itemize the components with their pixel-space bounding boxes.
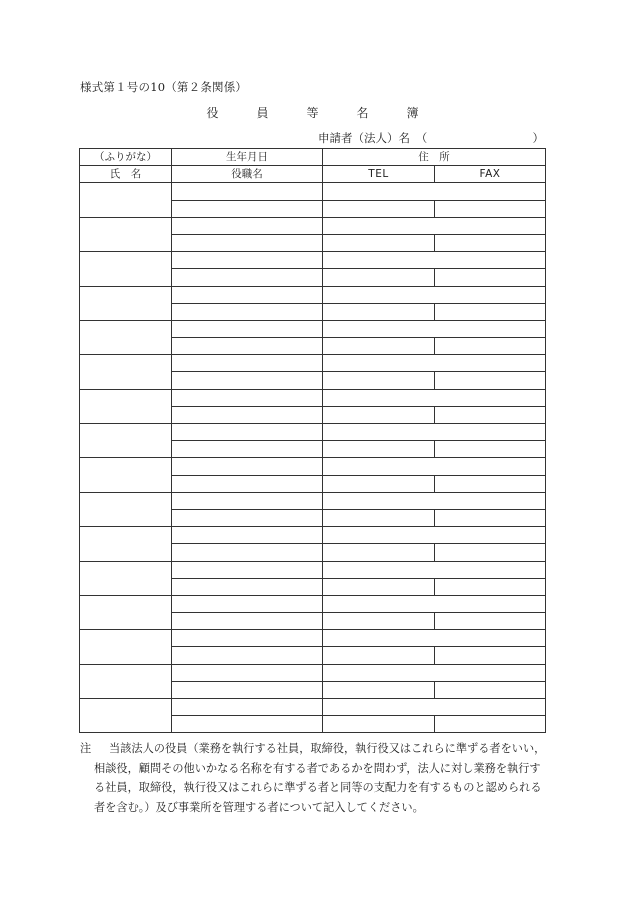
tel-cell[interactable] bbox=[323, 406, 435, 423]
officer-roster-table bbox=[79, 148, 546, 733]
header-birthdate: 生年月日 bbox=[172, 149, 323, 166]
fax-cell[interactable] bbox=[435, 544, 546, 561]
name-cell[interactable] bbox=[80, 664, 172, 698]
fax-cell[interactable] bbox=[435, 406, 546, 423]
birthdate-cell[interactable] bbox=[172, 217, 323, 234]
tel-cell[interactable] bbox=[323, 544, 435, 561]
entry-row-top bbox=[80, 424, 546, 441]
tel-cell[interactable] bbox=[323, 509, 435, 526]
entry-row-top bbox=[80, 252, 546, 269]
entry-row-top bbox=[80, 183, 546, 200]
entry-row-top bbox=[80, 630, 546, 647]
address-cell[interactable] bbox=[323, 217, 546, 234]
fax-cell[interactable] bbox=[435, 441, 546, 458]
footnote-text: 当該法人の役員（業務を執行する社員，取締役，執行役又はこれらに準ずる者をいい，相談役，顧問その他いかなる名称を有する者であるかを問わず，法人に対し業務を執行する社員，取締役，執行役又はこれらに準ずる者と同等の支配力を有するものと認められる者を含む。）及び事業所を管理する者について記入してください。 bbox=[94, 742, 546, 814]
name-cell[interactable] bbox=[80, 630, 172, 664]
position-cell[interactable] bbox=[172, 578, 323, 595]
name-cell[interactable] bbox=[80, 424, 172, 458]
address-cell[interactable] bbox=[323, 389, 546, 406]
birthdate-cell[interactable] bbox=[172, 320, 323, 337]
position-cell[interactable] bbox=[172, 475, 323, 492]
name-cell[interactable] bbox=[80, 458, 172, 492]
name-cell[interactable] bbox=[80, 492, 172, 526]
address-cell[interactable] bbox=[323, 595, 546, 612]
entry-row-top bbox=[80, 286, 546, 303]
position-cell[interactable] bbox=[172, 406, 323, 423]
position-cell[interactable] bbox=[172, 441, 323, 458]
document-title: 役 員 等 名 簿 bbox=[206, 106, 432, 120]
address-cell[interactable] bbox=[323, 492, 546, 509]
birthdate-cell[interactable] bbox=[172, 458, 323, 475]
address-cell[interactable] bbox=[323, 630, 546, 647]
name-cell[interactable] bbox=[80, 355, 172, 389]
header-tel: TEL bbox=[323, 166, 435, 183]
fax-cell[interactable] bbox=[435, 372, 546, 389]
tel-cell[interactable] bbox=[323, 303, 435, 320]
fax-cell[interactable] bbox=[435, 475, 546, 492]
address-cell[interactable] bbox=[323, 458, 546, 475]
position-cell[interactable] bbox=[172, 544, 323, 561]
fax-cell[interactable] bbox=[435, 200, 546, 217]
header-row-2 bbox=[80, 166, 546, 183]
tel-cell[interactable] bbox=[323, 475, 435, 492]
form-number: 様式第１号の10（第２条関係） bbox=[80, 80, 248, 94]
entry-row-top bbox=[80, 492, 546, 509]
position-cell[interactable] bbox=[172, 269, 323, 286]
tel-cell[interactable] bbox=[323, 578, 435, 595]
position-cell[interactable] bbox=[172, 303, 323, 320]
header-fax: FAX bbox=[435, 166, 546, 183]
fax-cell[interactable] bbox=[435, 509, 546, 526]
tel-cell[interactable] bbox=[323, 234, 435, 251]
position-cell[interactable] bbox=[172, 613, 323, 630]
fax-cell[interactable] bbox=[435, 234, 546, 251]
address-cell[interactable] bbox=[323, 561, 546, 578]
birthdate-cell[interactable] bbox=[172, 630, 323, 647]
position-cell[interactable] bbox=[172, 681, 323, 698]
applicant-name-field[interactable] bbox=[318, 130, 544, 146]
fax-cell[interactable] bbox=[435, 716, 546, 733]
birthdate-cell[interactable] bbox=[172, 252, 323, 269]
footnote-mark: 注 bbox=[80, 742, 92, 755]
header-row-1 bbox=[80, 149, 546, 166]
tel-cell[interactable] bbox=[323, 269, 435, 286]
name-cell[interactable] bbox=[80, 595, 172, 629]
header-address: 住 所 bbox=[323, 149, 546, 166]
entry-row-top bbox=[80, 320, 546, 337]
tel-cell[interactable] bbox=[323, 338, 435, 355]
position-cell[interactable] bbox=[172, 234, 323, 251]
name-cell[interactable] bbox=[80, 561, 172, 595]
position-cell[interactable] bbox=[172, 372, 323, 389]
header-furigana: （ふりがな） bbox=[80, 149, 172, 166]
name-cell[interactable] bbox=[80, 699, 172, 733]
fax-cell[interactable] bbox=[435, 613, 546, 630]
birthdate-cell[interactable] bbox=[172, 699, 323, 716]
tel-cell[interactable] bbox=[323, 613, 435, 630]
fax-cell[interactable] bbox=[435, 681, 546, 698]
birthdate-cell[interactable] bbox=[172, 561, 323, 578]
name-cell[interactable] bbox=[80, 389, 172, 423]
entry-row-top bbox=[80, 527, 546, 544]
address-cell[interactable] bbox=[323, 252, 546, 269]
applicant-label: 申請者（法人）名 （ bbox=[318, 131, 428, 145]
address-cell[interactable] bbox=[323, 355, 546, 372]
position-cell[interactable] bbox=[172, 716, 323, 733]
position-cell[interactable] bbox=[172, 338, 323, 355]
address-cell[interactable] bbox=[323, 320, 546, 337]
position-cell[interactable] bbox=[172, 647, 323, 664]
entry-row-top bbox=[80, 355, 546, 372]
tel-cell[interactable] bbox=[323, 372, 435, 389]
birthdate-cell[interactable] bbox=[172, 527, 323, 544]
tel-cell[interactable] bbox=[323, 441, 435, 458]
address-cell[interactable] bbox=[323, 664, 546, 681]
applicant-close-paren: ） bbox=[532, 131, 544, 145]
birthdate-cell[interactable] bbox=[172, 355, 323, 372]
address-cell[interactable] bbox=[323, 527, 546, 544]
tel-cell[interactable] bbox=[323, 681, 435, 698]
name-cell[interactable] bbox=[80, 252, 172, 286]
address-cell[interactable] bbox=[323, 286, 546, 303]
fax-cell[interactable] bbox=[435, 269, 546, 286]
fax-cell[interactable] bbox=[435, 647, 546, 664]
name-cell[interactable] bbox=[80, 527, 172, 561]
address-cell[interactable] bbox=[323, 183, 546, 200]
position-cell[interactable] bbox=[172, 509, 323, 526]
birthdate-cell[interactable] bbox=[172, 183, 323, 200]
entry-row-top bbox=[80, 699, 546, 716]
birthdate-cell[interactable] bbox=[172, 595, 323, 612]
header-name: 氏 名 bbox=[80, 166, 172, 183]
birthdate-cell[interactable] bbox=[172, 389, 323, 406]
tel-cell[interactable] bbox=[323, 647, 435, 664]
header-position: 役職名 bbox=[172, 166, 323, 183]
birthdate-cell[interactable] bbox=[172, 424, 323, 441]
entry-row-top bbox=[80, 389, 546, 406]
address-cell[interactable] bbox=[323, 424, 546, 441]
birthdate-cell[interactable] bbox=[172, 286, 323, 303]
fax-cell[interactable] bbox=[435, 338, 546, 355]
address-cell[interactable] bbox=[323, 699, 546, 716]
entry-row-top bbox=[80, 664, 546, 681]
position-cell[interactable] bbox=[172, 200, 323, 217]
entry-row-top bbox=[80, 217, 546, 234]
fax-cell[interactable] bbox=[435, 578, 546, 595]
entry-row-top bbox=[80, 561, 546, 578]
name-cell[interactable] bbox=[80, 320, 172, 354]
name-cell[interactable] bbox=[80, 183, 172, 217]
entry-row-top bbox=[80, 595, 546, 612]
birthdate-cell[interactable] bbox=[172, 664, 323, 681]
entry-row-top bbox=[80, 458, 546, 475]
name-cell[interactable] bbox=[80, 286, 172, 320]
tel-cell[interactable] bbox=[323, 200, 435, 217]
tel-cell[interactable] bbox=[323, 716, 435, 733]
fax-cell[interactable] bbox=[435, 303, 546, 320]
birthdate-cell[interactable] bbox=[172, 492, 323, 509]
name-cell[interactable] bbox=[80, 217, 172, 251]
